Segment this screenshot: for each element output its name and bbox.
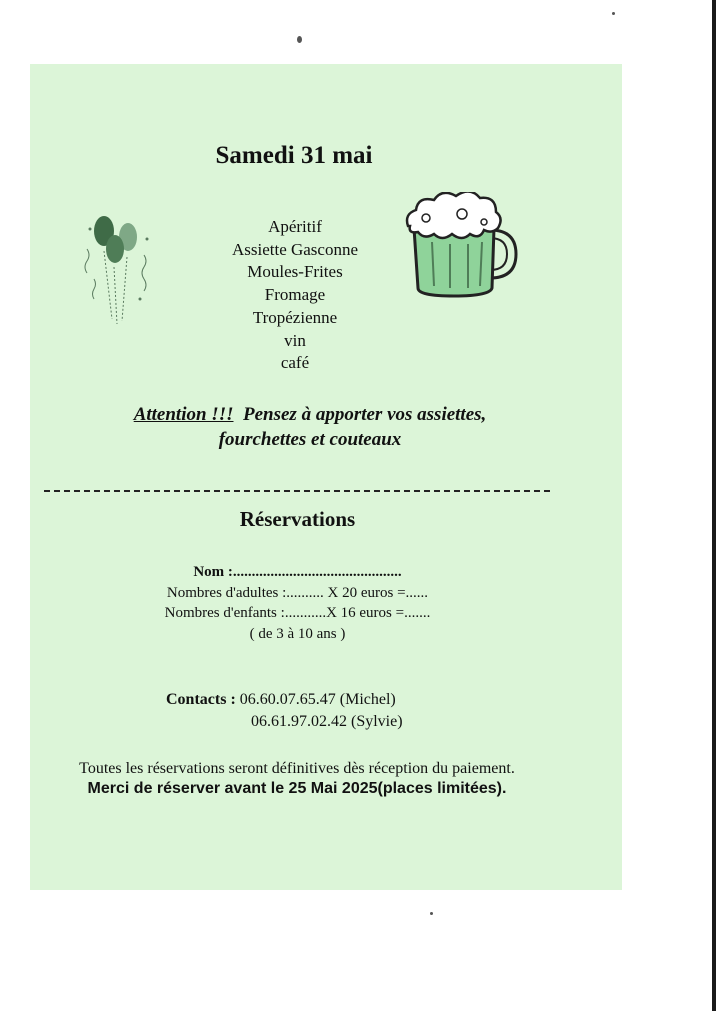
cut-line-divider: [44, 490, 550, 492]
menu-item: Tropézienne: [252, 307, 338, 327]
notice: [30, 402, 590, 452]
event-title: Samedi 31 mai: [215, 142, 373, 169]
scan-speck: [297, 36, 302, 43]
contact-phone-sylvie: 06.61.97.02.42 (Sylvie): [251, 713, 403, 730]
beer-mug-icon: [402, 192, 522, 300]
menu-item: Assiette Gasconne: [231, 239, 359, 259]
age-note: ( de 3 à 10 ans ): [249, 625, 346, 642]
scan-edge: [712, 0, 716, 1011]
notice-message-line2: fourchettes et couteaux: [218, 429, 402, 450]
balloons-icon: [82, 209, 172, 329]
notice-message-line1: Pensez à apporter vos assiettes,: [243, 404, 487, 425]
notice-warning: Attention !!!: [133, 404, 234, 425]
menu-item: Apéritif: [268, 217, 322, 236]
menu-list: [190, 216, 400, 375]
menu-item: vin: [284, 330, 306, 350]
contacts: [166, 689, 403, 733]
footer-payment-note: Toutes les réservations seront définitives dès réception du paiement.: [79, 760, 515, 777]
nom-field: Nom :.............................................: [193, 564, 402, 580]
footer-deadline-note: Merci de réserver avant le 25 Mai 2025(places limitées).: [87, 780, 507, 797]
contact-phone-michel: 06.60.07.65.47 (Michel): [239, 691, 396, 708]
reservations-title: Réservations: [239, 507, 356, 531]
reservation-form: [100, 562, 495, 644]
scan-speck: [430, 912, 433, 915]
menu-item: Fromage: [264, 285, 326, 305]
children-field: Nombres d'enfants :...........X 16 euros =.......: [164, 605, 431, 621]
flyer: [30, 64, 622, 890]
menu-item: café: [280, 353, 310, 373]
scan-speck: [612, 12, 615, 15]
menu-item: Moules-Frites: [247, 262, 343, 282]
adults-field: Nombres d'adultes :.......... X 20 euros =......: [166, 584, 429, 601]
contacts-label: Contacts :: [166, 691, 236, 708]
